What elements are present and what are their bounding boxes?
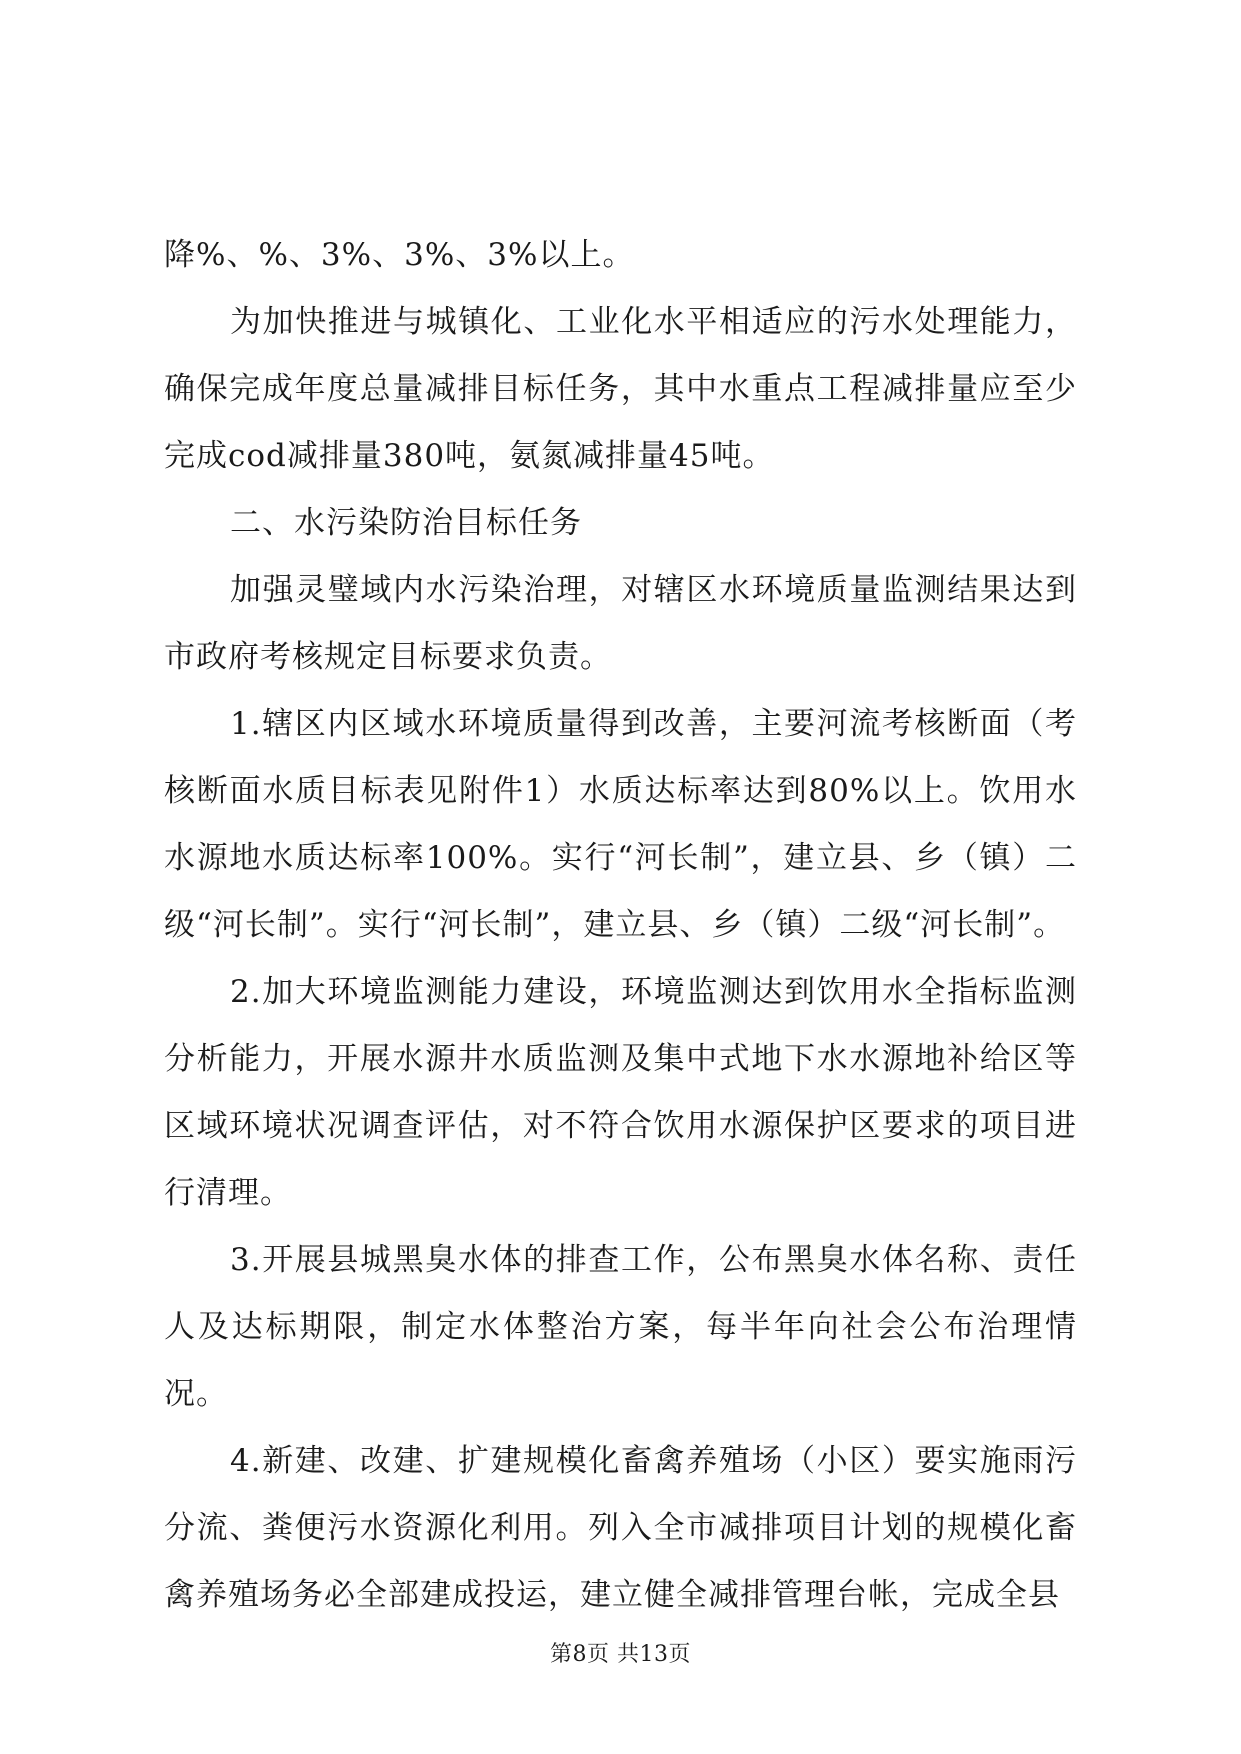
paragraph: 1.辖区内区域水环境质量得到改善，主要河流考核断面（考核断面水质目标表见附件1）水质达标率达到80%以上。饮用水水源地水质达标率100%。实行“河长制”，建立县、乡（镇）二级“河长制”。实行“河长制”，建立县、乡（镇）二级“河长制”。	[164, 706, 1077, 943]
document-body	[164, 222, 1077, 1629]
paragraph: 加强灵璧域内水污染治理，对辖区水环境质量监测结果达到市政府考核规定目标要求负责。	[164, 572, 1077, 675]
page-footer: 第8页 共13页	[550, 1642, 691, 1667]
paragraph: 降%、%、3%、3%、3%以上。	[164, 237, 635, 273]
paragraph: 3.开展县城黑臭水体的排查工作，公布黑臭水体名称、责任人及达标期限，制定水体整治方案，每半年向社会公布治理情况。	[164, 1242, 1077, 1412]
paragraph: 4.新建、改建、扩建规模化畜禽养殖场（小区）要实施雨污分流、粪便污水资源化利用。列入全市减排项目计划的规模化畜禽养殖场务必全部建成投运，建立健全减排管理台帐，完成全县	[164, 1443, 1077, 1613]
paragraph: 二、水污染防治目标任务	[230, 505, 582, 541]
paragraph: 为加快推进与城镇化、工业化水平相适应的污水处理能力，确保完成年度总量减排目标任务，其中水重点工程减排量应至少完成cod减排量380吨，氨氮减排量45吨。	[164, 304, 1077, 474]
paragraph: 2.加大环境监测能力建设，环境监测达到饮用水全指标监测分析能力，开展水源井水质监测及集中式地下水水源地补给区等区域环境状况调查评估，对不符合饮用水源保护区要求的项目进行清理。	[164, 974, 1077, 1211]
